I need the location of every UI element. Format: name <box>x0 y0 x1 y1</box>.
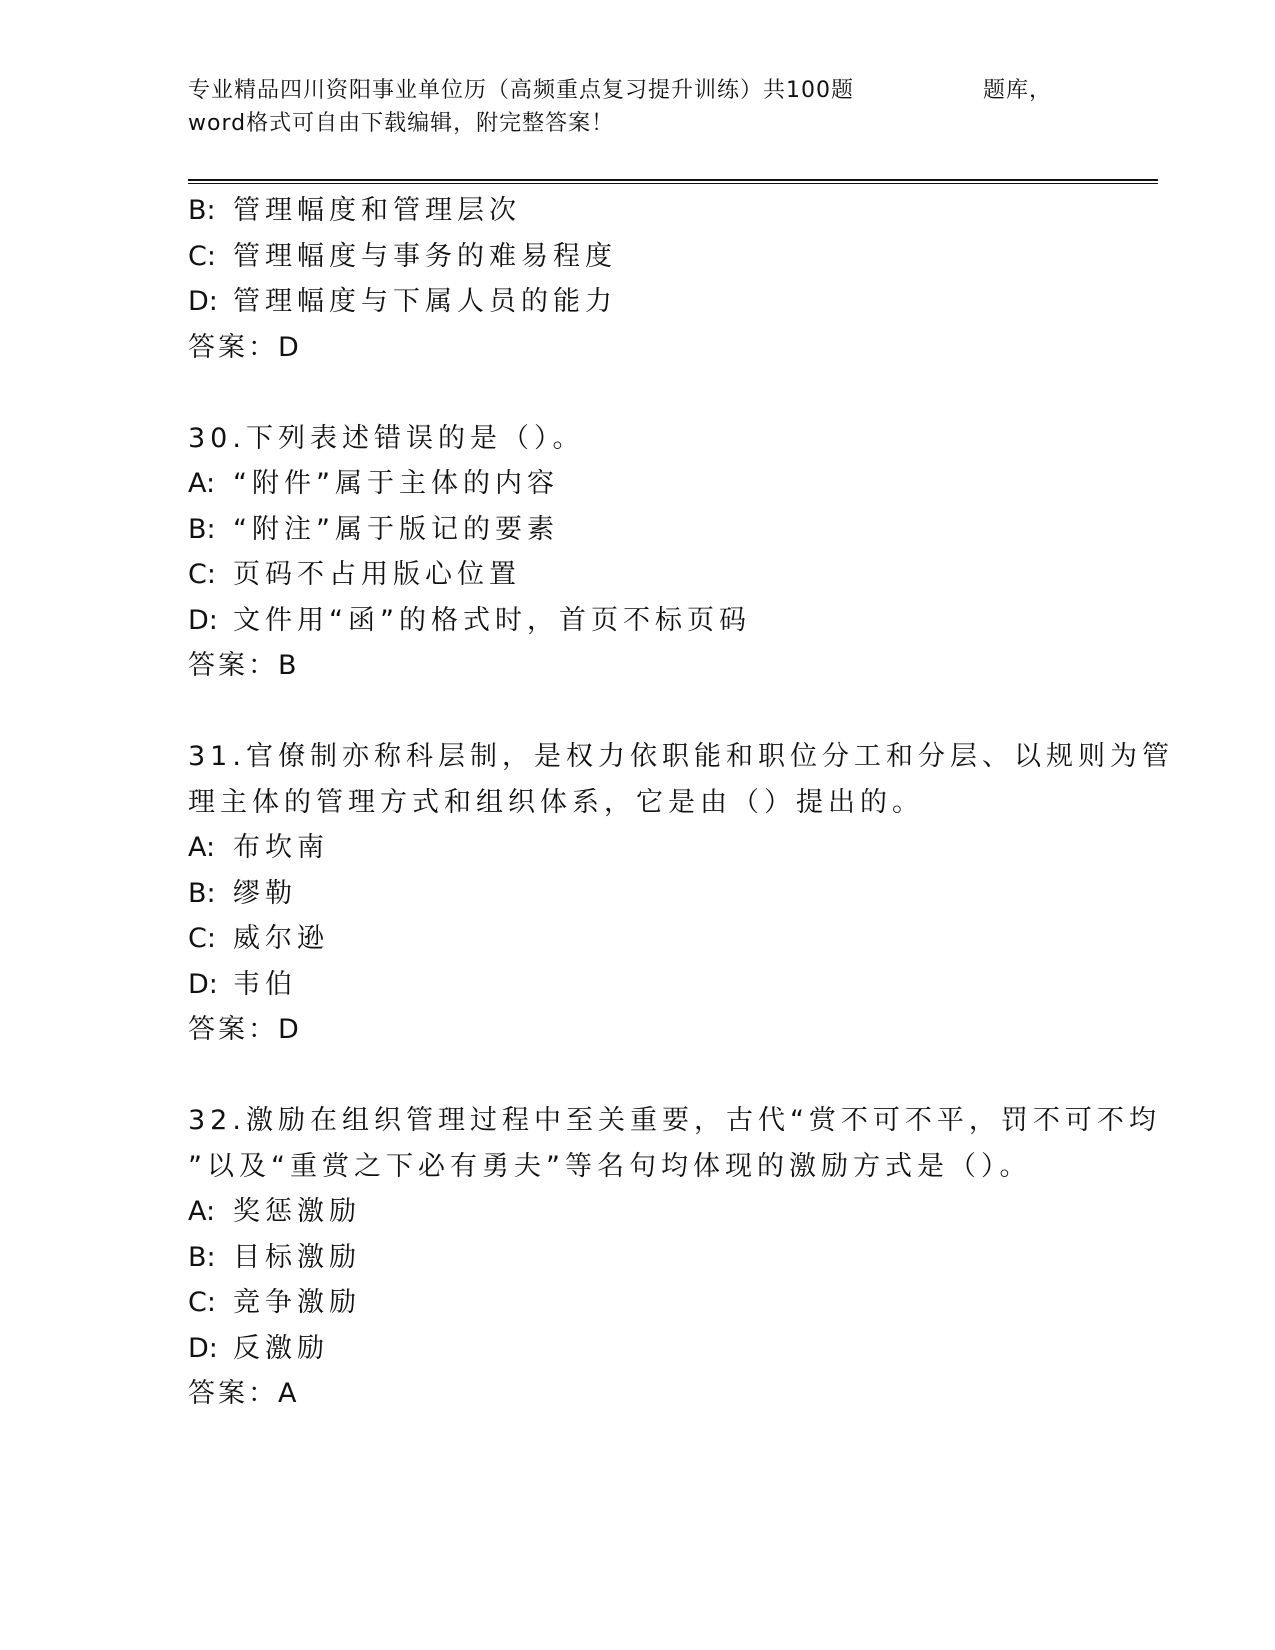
header-title-tail: 题库， <box>983 78 1053 103</box>
answer-line: 答案：A <box>188 1378 300 1409</box>
option-c <box>188 234 1088 280</box>
option-letter: D: <box>188 286 218 317</box>
option-text: 页码不占用版心位置 <box>233 559 521 590</box>
option-b <box>188 871 1088 917</box>
option-text: 韦伯 <box>233 968 297 1000</box>
option-a <box>188 1189 1088 1235</box>
answer-line: 答案：D <box>188 1014 302 1045</box>
option-d <box>188 598 1088 644</box>
option-letter: B: <box>188 1241 216 1273</box>
option-a <box>188 461 1088 507</box>
question-stem-line-1: 31.官僚制亦称科层制，是权力依职能和职位分工和分层、以规则为管 <box>188 741 1174 772</box>
option-letter: D: <box>188 968 218 1000</box>
option-letter: C: <box>188 923 216 954</box>
option-letter: C: <box>188 240 216 272</box>
question-content <box>188 188 1174 1417</box>
option-letter: A: <box>188 832 216 863</box>
option-letter: A: <box>188 468 216 499</box>
option-letter: C: <box>188 559 216 590</box>
option-text: 竞争激励 <box>233 1287 361 1318</box>
option-text: 缪勒 <box>233 877 297 909</box>
option-b <box>188 1235 1088 1281</box>
option-c <box>188 1280 1088 1326</box>
option-letter: B: <box>188 195 216 226</box>
answer-line: 答案：D <box>188 331 302 363</box>
option-text: 目标激励 <box>233 1241 361 1273</box>
option-b <box>188 507 1088 553</box>
header-line-2: word格式可自由下载编辑，附完整答案！ <box>188 111 615 136</box>
answer-line: 答案：B <box>188 650 300 681</box>
option-text: 布坎南 <box>233 832 329 863</box>
header-title: 专业精品四川资阳事业单位历（高频重点复习提升训练）共100题 <box>188 78 854 103</box>
option-a <box>188 825 1088 871</box>
option-text: 反激励 <box>233 1332 329 1364</box>
question-stem-line-2: 理主体的管理方式和组织体系，它是由（）提出的。 <box>188 786 924 818</box>
option-text: 管理幅度与下属人员的能力 <box>233 286 617 317</box>
option-letter: B: <box>188 877 216 909</box>
header-line-1 <box>188 74 1088 107</box>
spacer <box>188 370 1088 416</box>
option-letter: D: <box>188 604 218 636</box>
header-divider-thick <box>188 179 1158 181</box>
option-text: 奖惩激励 <box>233 1196 361 1227</box>
option-c <box>188 552 1088 598</box>
spacer <box>188 689 1088 735</box>
option-letter: B: <box>188 513 216 545</box>
option-d <box>188 962 1088 1008</box>
question-stem-line-1: 32.激励在组织管理过程中至关重要，古代“赏不可不平，罚不可不均 <box>188 1105 1161 1136</box>
option-text: 管理幅度与事务的难易程度 <box>233 240 617 272</box>
option-text: “附注”属于版记的要素 <box>233 513 559 545</box>
option-letter: A: <box>188 1196 216 1227</box>
option-d <box>188 279 1088 325</box>
option-c <box>188 916 1088 962</box>
question-stem: 30.下列表述错误的是（）。 <box>188 422 585 454</box>
option-text: “附件”属于主体的内容 <box>233 468 559 499</box>
question-stem-line-2: ”以及“重赏之下必有勇夫”等名句均体现的激励方式是（）。 <box>188 1150 1032 1182</box>
option-letter: C: <box>188 1287 216 1318</box>
option-text: 管理幅度和管理层次 <box>233 195 521 226</box>
option-text: 威尔逊 <box>233 923 329 954</box>
spacer <box>188 1053 1088 1099</box>
header-divider-thin <box>188 183 1158 184</box>
option-letter: D: <box>188 1332 218 1364</box>
document-header <box>188 74 1088 140</box>
option-d <box>188 1326 1088 1372</box>
option-text: 文件用“函”的格式时，首页不标页码 <box>233 604 751 636</box>
option-b <box>188 188 1088 234</box>
